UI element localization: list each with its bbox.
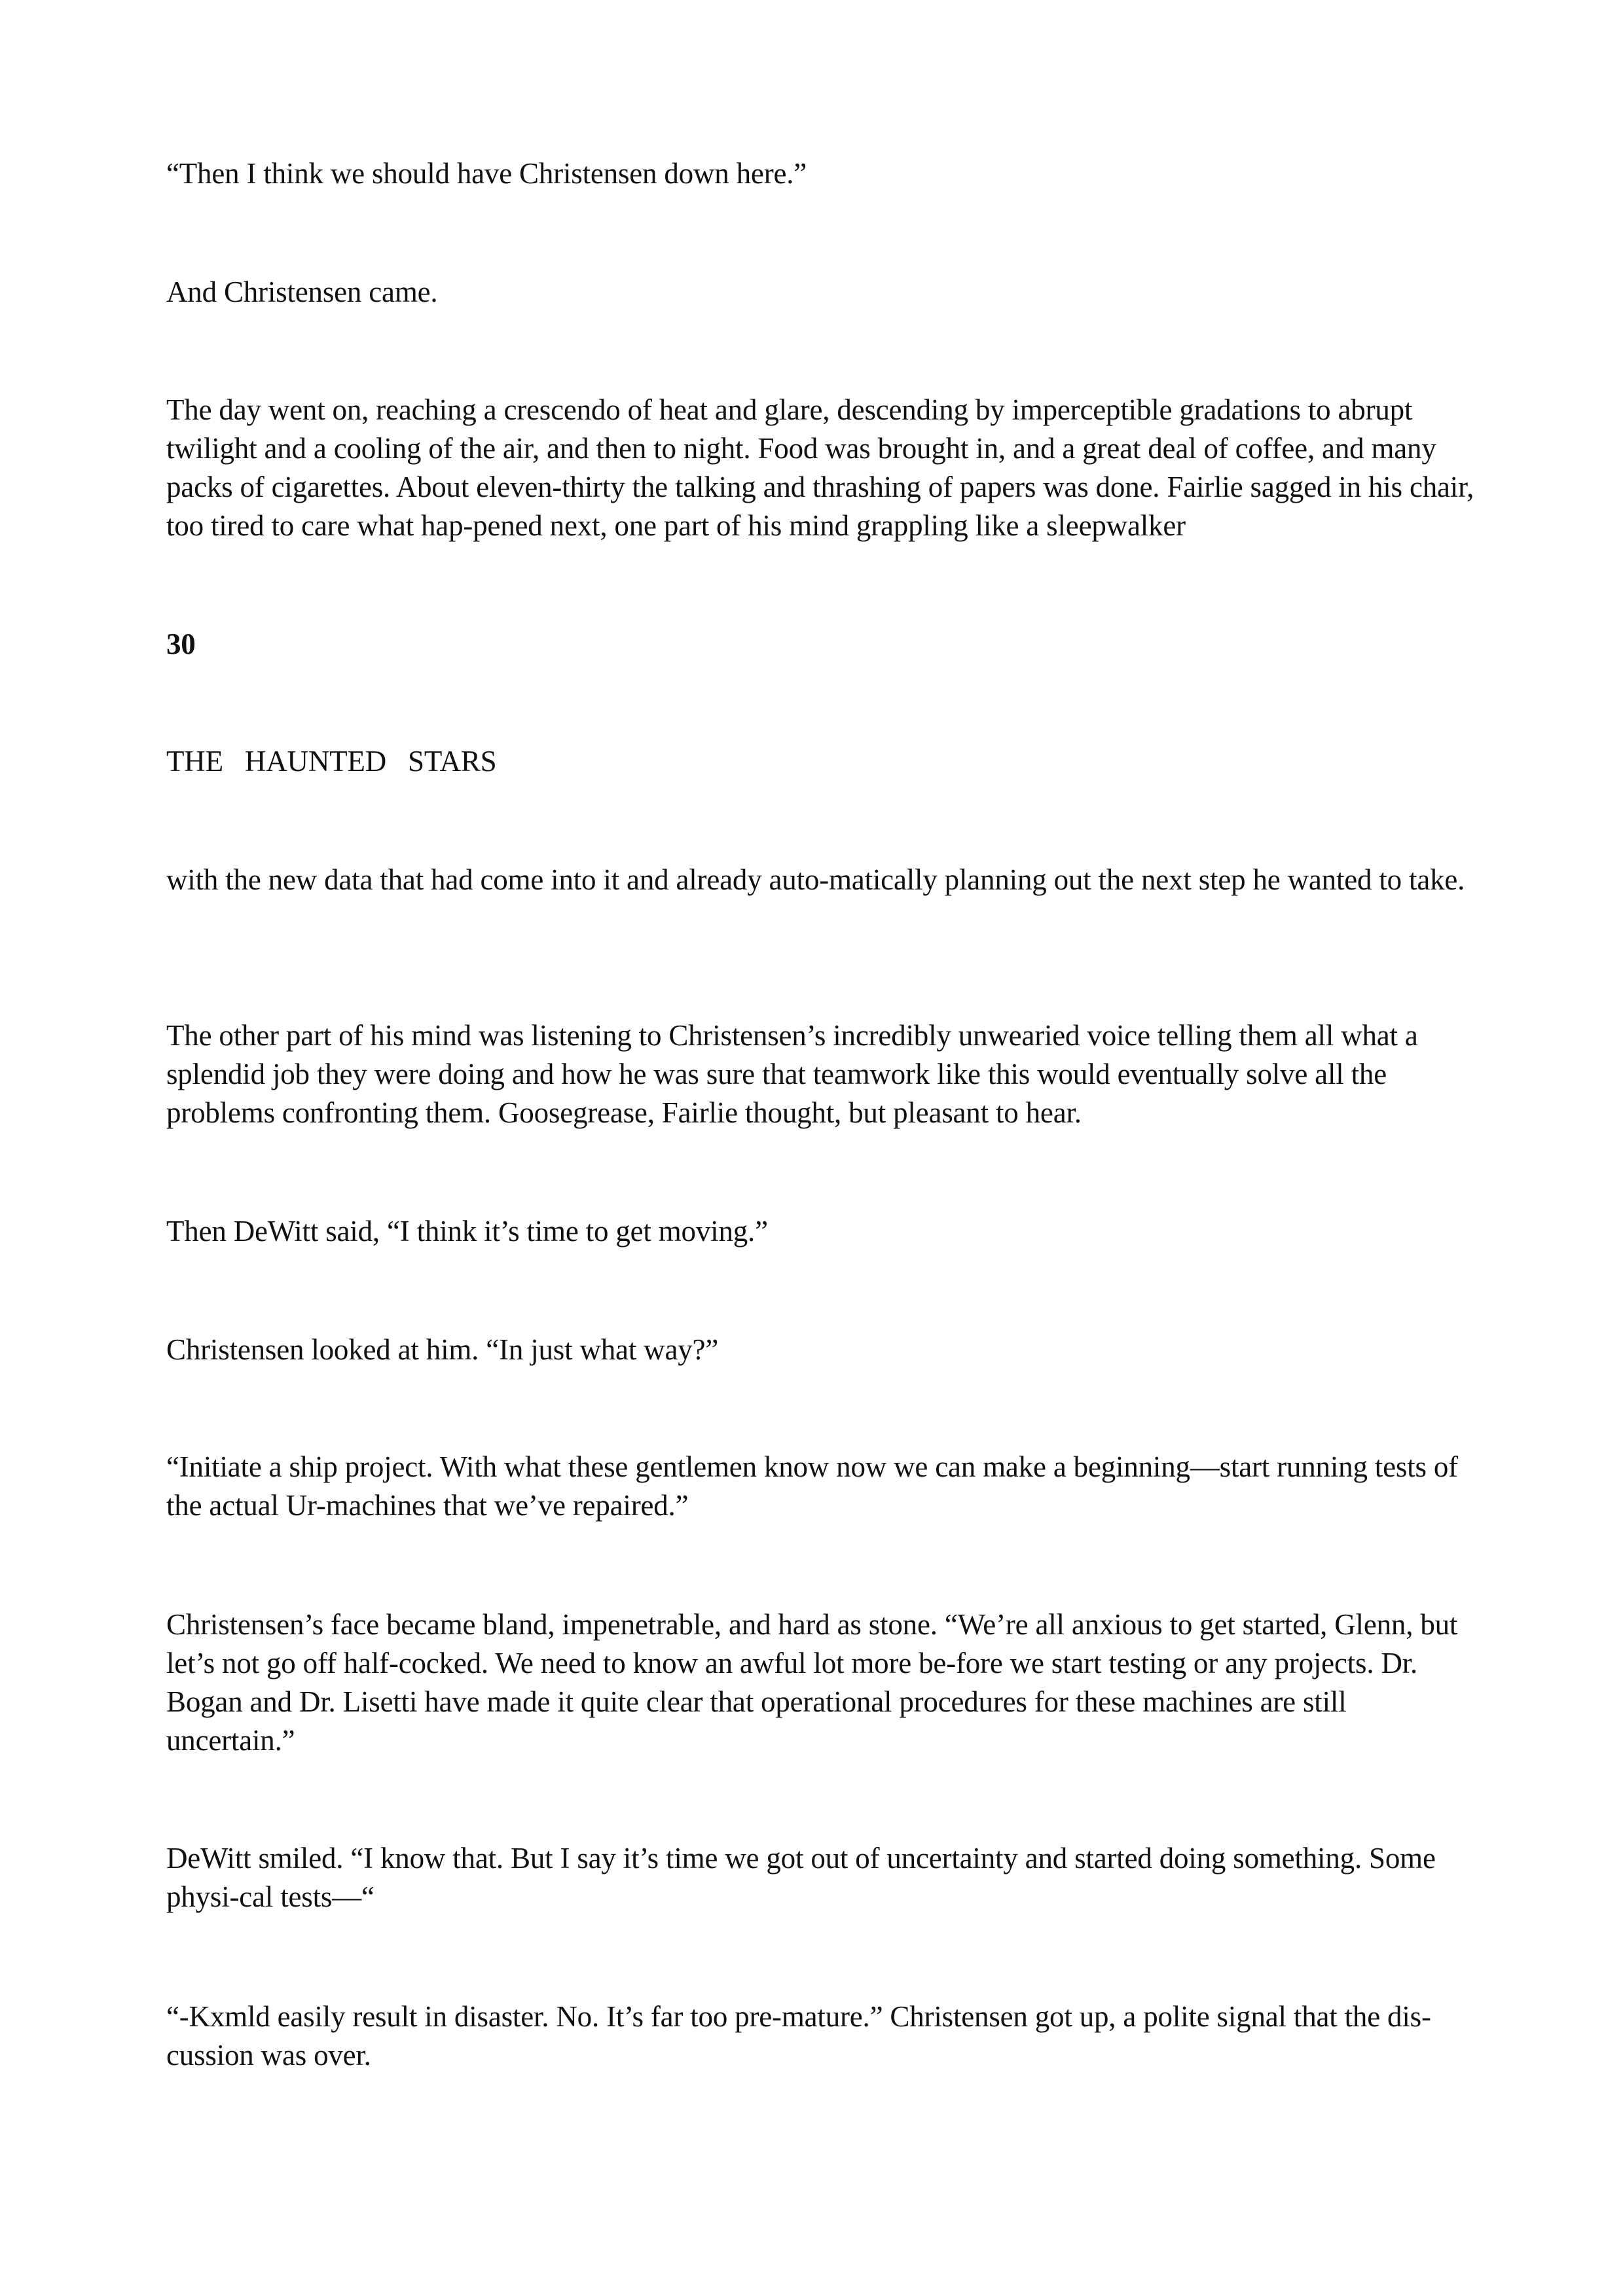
paragraph-new-data: with the new data that had come into it and already auto-matically planning out the next step he wanted to take. xyxy=(166,863,1465,896)
running-head: THE HAUNTED STARS xyxy=(166,745,497,778)
paragraph-ship-project: “Initiate a ship project. With what these gentlemen know now we can make a beginning—start running tests of the actual Ur-machines that we’ve repaired.” xyxy=(166,1450,1458,1522)
paragraph-other-part: The other part of his mind was listening to Christensen’s incredibly unwearied voice telling them all what a splendid job they were doing and how he was sure that teamwork like this would eventually solve all the problems confronting them. Goosegrease, Fairlie thought, but pleasant to hear. xyxy=(166,1019,1418,1129)
paragraph-christensen-face: Christensen’s face became bland, impenetrable, and hard as stone. “We’re all anxious to get started, Glenn, but let’s not go off half-cocked. We need to know an awful lot more be-fore we start testing or any projects. Dr. Bogan and Dr. Lisetti have made it quite clear that operational procedures for these machines are still uncertain.” xyxy=(166,1608,1458,1757)
paragraph-christensen-down-here: “Then I think we should have Christensen down here.” xyxy=(166,157,807,190)
paragraph-dewitt-smiled: DeWitt smiled. “I know that. But I say it’s time we got out of uncertainty and started doing something. Some physi-cal tests—“ xyxy=(166,1842,1436,1913)
paragraph-disaster: “-Kxmld easily result in disaster. No. It’s far too pre-mature.” Christensen got up, a polite signal that the dis-cussion was over. xyxy=(166,2000,1431,2072)
paragraph-dewitt-moving: Then DeWitt said, “I think it’s time to get moving.” xyxy=(166,1215,768,1247)
paragraph-day-went-on: The day went on, reaching a crescendo of heat and glare, descending by imperceptible gradations to abrupt twilight and a cooling of the air, and then to night. Food was brought in, and a great deal of coffee, and many packs of cigarettes. About eleven-thirty the talking and thrashing of papers was done. Fairlie sagged in his chair, too tired to care what hap-pened next, one part of his mind grappling like a sleepwalker xyxy=(166,393,1474,542)
page-number: 30 xyxy=(166,628,196,660)
paragraph-christensen-came: And Christensen came. xyxy=(166,276,438,308)
paragraph-christensen-looked: Christensen looked at him. “In just what way?” xyxy=(166,1333,719,1366)
